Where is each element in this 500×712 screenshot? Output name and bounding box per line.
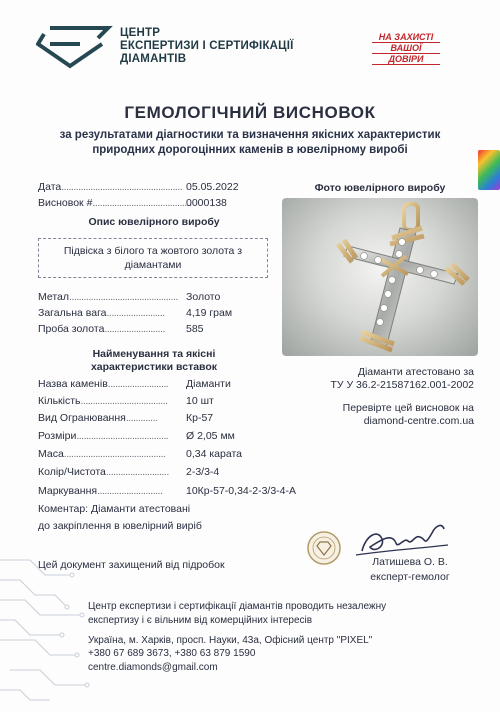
inserts-heading-line-1: Найменування та якісні [92, 348, 216, 360]
weight-row: Загальна вага........................ [38, 307, 165, 319]
insert-row: Маркування........................... [38, 485, 163, 497]
footer-email[interactable]: centre.diamonds@gmail.com [88, 662, 218, 673]
insert-row: Маса.......................................... [38, 448, 166, 460]
org-line-2: ЕКСПЕРТИЗИ І СЕРТИФІКАЦІЇ [120, 40, 294, 52]
insert-label: Маркування [38, 485, 98, 497]
date-label: Дата [38, 181, 62, 193]
footer-address: Україна, м. Харків, просп. Науки, 43а, Офісний центр "PIXEL" [88, 635, 373, 646]
document-subtitle [0, 128, 500, 158]
insert-value: 0,34 карата [186, 448, 242, 460]
insert-label: Розміри [38, 430, 77, 442]
date-value: 05.05.2022 [186, 181, 239, 193]
slogan-stamp [366, 32, 446, 65]
organization-name [120, 27, 294, 66]
metal-row: Метал............................................. [38, 291, 178, 303]
date-row: Дата.................................................. [38, 181, 183, 193]
weight-label: Загальна вага [38, 307, 107, 319]
inserts-heading [38, 348, 270, 374]
stamp-line-2: ВАШОЇ [372, 43, 440, 54]
signer-role: експерт-гемолог [370, 571, 450, 583]
photo-caption: Фото ювелірного виробу [314, 182, 446, 194]
signer-name: Латишева О. В. [372, 556, 448, 568]
metal-value: Золото [186, 291, 221, 303]
org-line-1: ЦЕНТР [120, 27, 161, 39]
metal-label: Метал [38, 291, 70, 303]
comment-line-1: Коментар: Діаманти атестовані [38, 503, 191, 515]
insert-label: Назва каменів [38, 378, 108, 390]
number-label: Висновок # [38, 197, 93, 209]
inserts-heading-line-2: характеристики вставок [90, 361, 218, 373]
item-description-box [38, 238, 268, 278]
attestation-text [280, 366, 474, 392]
document-title: ГЕМОЛОГІЧНИЙ ВИСНОВОК [124, 103, 376, 122]
insert-label: Маса [38, 448, 64, 460]
item-description-line-2: діамантами [124, 259, 182, 271]
verify-line-1: Перевірте цей висновок на [342, 402, 474, 414]
subtitle-line-2: природних дорогоцінних каменів в ювелірному виробі [92, 144, 408, 156]
comment-line-2: до закріплення в ювелірний виріб [38, 520, 202, 532]
fineness-value: 585 [186, 323, 204, 335]
hologram-sticker-icon [478, 150, 500, 190]
insert-label: Кількість [38, 395, 81, 407]
footer-phones: +380 67 689 3673, +380 63 879 1590 [88, 648, 256, 659]
footer-line-2: експертизу і є вільним від комерційних інтересів [88, 615, 313, 626]
insert-value: 10 шт [186, 395, 214, 407]
attestation-line-1: Діаманти атестовано за [357, 366, 474, 378]
insert-value: 10Кр-57-0,34-2-3/3-4-А [186, 485, 297, 497]
insert-label: Вид Огранювання [38, 412, 126, 424]
insert-row: Колір/Чистота.......................... [38, 466, 169, 478]
insert-row: Назва каменів......................... [38, 378, 169, 390]
insert-value: Кр-57 [186, 412, 214, 424]
number-row: Висновок #......................................... [38, 197, 192, 209]
fineness-row: Проба золота......................... [38, 323, 165, 335]
insert-label: Колір/Чистота [38, 466, 106, 478]
signer-block [340, 555, 480, 585]
fineness-label: Проба золота [38, 323, 105, 335]
company-seal-icon [306, 530, 342, 566]
item-description-heading: Опис ювелірного виробу [88, 216, 220, 228]
footer-line-1: Центр експертизи і сертифікації діамантів проводить незалежну [88, 601, 387, 612]
diamond-logo-icon [36, 24, 114, 70]
subtitle-line-1: за результатами діагностики та визначення якісних характеристик [59, 129, 441, 141]
attestation-line-2: ТУ У 36.2-21587162.001-2002 [330, 379, 474, 391]
protected-note: Цей документ захищений від підробок [38, 559, 225, 571]
insert-row: Розміри...................................... [38, 430, 169, 442]
verify-line-2[interactable]: diamond-centre.com.ua [363, 415, 474, 427]
insert-row: Вид Огранювання............. [38, 412, 158, 424]
stamp-line-3: ДОВІРИ [372, 54, 440, 65]
cross-pendant-icon [282, 198, 478, 356]
item-description-line-1: Підвіска з білого та жовтого золота з [63, 245, 243, 257]
number-value: 0000138 [186, 197, 227, 209]
weight-value: 4,19 грам [186, 307, 233, 319]
verify-text [280, 402, 474, 428]
org-line-3: ДІАМАНТІВ [120, 53, 187, 65]
insert-value: 2-3/3-4 [186, 466, 220, 478]
insert-value: Ø 2,05 мм [186, 430, 235, 442]
stamp-line-1: НА ЗАХИСТІ [372, 32, 440, 43]
insert-value: Діаманти [186, 378, 231, 390]
insert-row: Кількість.................................... [38, 395, 168, 407]
jewelry-photo [282, 198, 478, 356]
